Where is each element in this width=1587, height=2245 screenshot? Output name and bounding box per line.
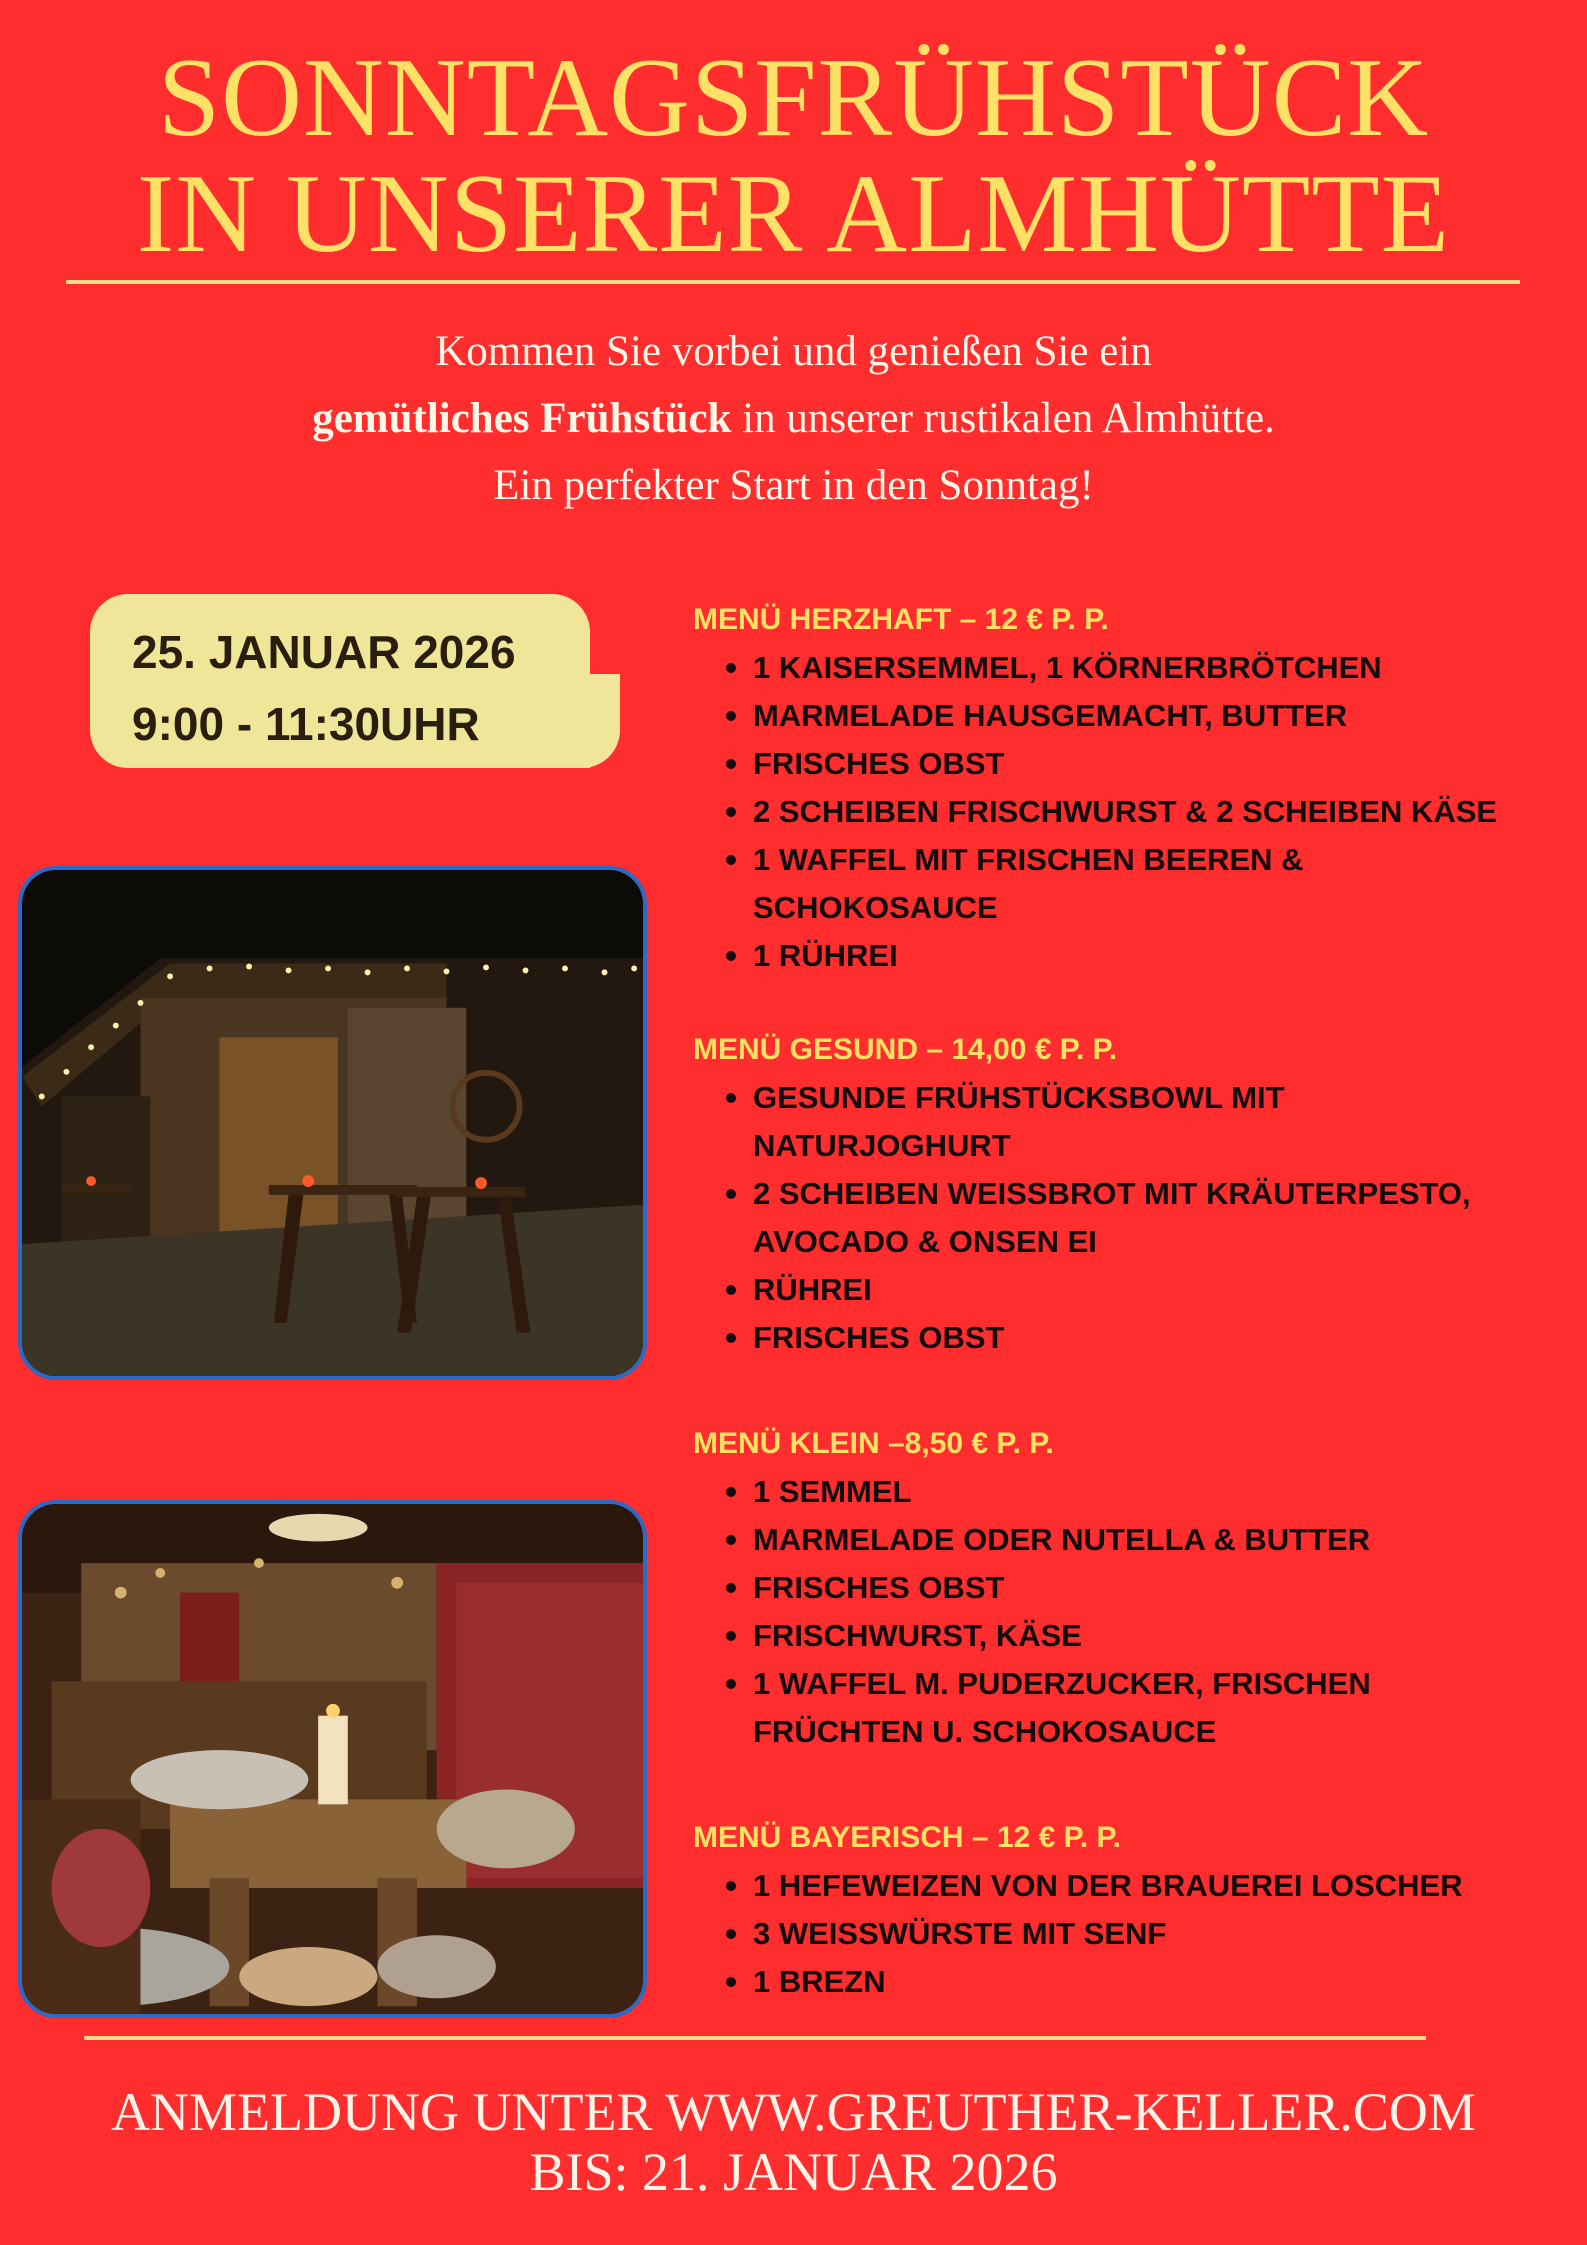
- menu-gesund: [693, 1026, 1573, 1362]
- menu-klein: [693, 1420, 1573, 1756]
- menu-title: MENÜ BAYERISCH – 12 € P. P.: [693, 1821, 1121, 1854]
- event-date: 25. JANUAR 2026: [132, 626, 516, 678]
- registration-line: ANMELDUNG UNTER WWW.GREUTHER-KELLER.COM: [111, 2082, 1476, 2142]
- intro-text: [0, 318, 1587, 519]
- top-divider: [66, 280, 1520, 284]
- menu-item: 2 SCHEIBEN FRISCHWURST & 2 SCHEIBEN KÄSE: [693, 788, 1573, 836]
- menu-item: 2 SCHEIBEN WEISSBROT MIT KRÄUTERPESTO, AVOCADO & ONSEN EI: [693, 1170, 1573, 1266]
- bottom-divider: [84, 2036, 1426, 2040]
- menu-item: GESUNDE FRÜHSTÜCKSBOWL MIT NATURJOGHURT: [693, 1074, 1393, 1170]
- intro-line-1: Kommen Sie vorbei und genießen Sie ein: [435, 328, 1152, 375]
- menu-item: 3 WEISSWÜRSTE MIT SENF: [693, 1910, 1573, 1958]
- menu-bayerisch: [693, 1814, 1573, 2006]
- menu-item: RÜHREI: [693, 1266, 1573, 1314]
- menu-title: MENÜ KLEIN –8,50 € P. P.: [693, 1427, 1054, 1460]
- menu-item: 1 HEFEWEIZEN VON DER BRAUEREI LOSCHER: [693, 1862, 1573, 1910]
- title-line-2: IN UNSERER ALMHÜTTE: [136, 152, 1451, 276]
- menu-item: 1 WAFFEL MIT FRISCHEN BEEREN & SCHOKOSAUCE: [693, 836, 1373, 932]
- title-line-1: SONNTAGSFRÜHSTÜCK: [157, 36, 1430, 160]
- registration-footer: [0, 2082, 1587, 2202]
- menu-item: FRISCHES OBST: [693, 1314, 1573, 1362]
- menu-herzhaft: [693, 596, 1573, 980]
- event-date-badge: [90, 594, 590, 768]
- registration-deadline: BIS: 21. JANUAR 2026: [529, 2142, 1058, 2202]
- photo-hut-interior: [18, 1500, 647, 2018]
- intro-bold-phrase: gemütliches Frühstück: [312, 395, 732, 442]
- menu-title: MENÜ HERZHAFT – 12 € P. P.: [693, 603, 1109, 636]
- intro-line-2: [0, 385, 1587, 452]
- event-time: 9:00 - 11:30UHR: [132, 698, 480, 750]
- photo-hut-exterior: [18, 866, 647, 1380]
- menu-item: 1 RÜHREI: [693, 932, 1573, 980]
- page-title: [0, 36, 1587, 276]
- menu-item: 1 KAISERSEMMEL, 1 KÖRNERBRÖTCHEN: [693, 644, 1573, 692]
- menu-item: 1 BREZN: [693, 1958, 1573, 2006]
- menu-item: MARMELADE HAUSGEMACHT, BUTTER: [693, 692, 1573, 740]
- menu-item: 1 WAFFEL M. PUDERZUCKER, FRISCHEN FRÜCHTEN U. SCHOKOSAUCE: [693, 1660, 1473, 1756]
- intro-line-3: Ein perfekter Start in den Sonntag!: [493, 462, 1094, 509]
- menu-item: FRISCHES OBST: [693, 740, 1573, 788]
- menu-item: FRISCHWURST, KÄSE: [693, 1612, 1573, 1660]
- menu-title: MENÜ GESUND – 14,00 € P. P.: [693, 1033, 1118, 1066]
- menu-item: FRISCHES OBST: [693, 1564, 1573, 1612]
- intro-line-2-rest: in unserer rustikalen Almhütte.: [731, 395, 1275, 442]
- menu-item: MARMELADE ODER NUTELLA & BUTTER: [693, 1516, 1573, 1564]
- menu-item: 1 SEMMEL: [693, 1468, 1573, 1516]
